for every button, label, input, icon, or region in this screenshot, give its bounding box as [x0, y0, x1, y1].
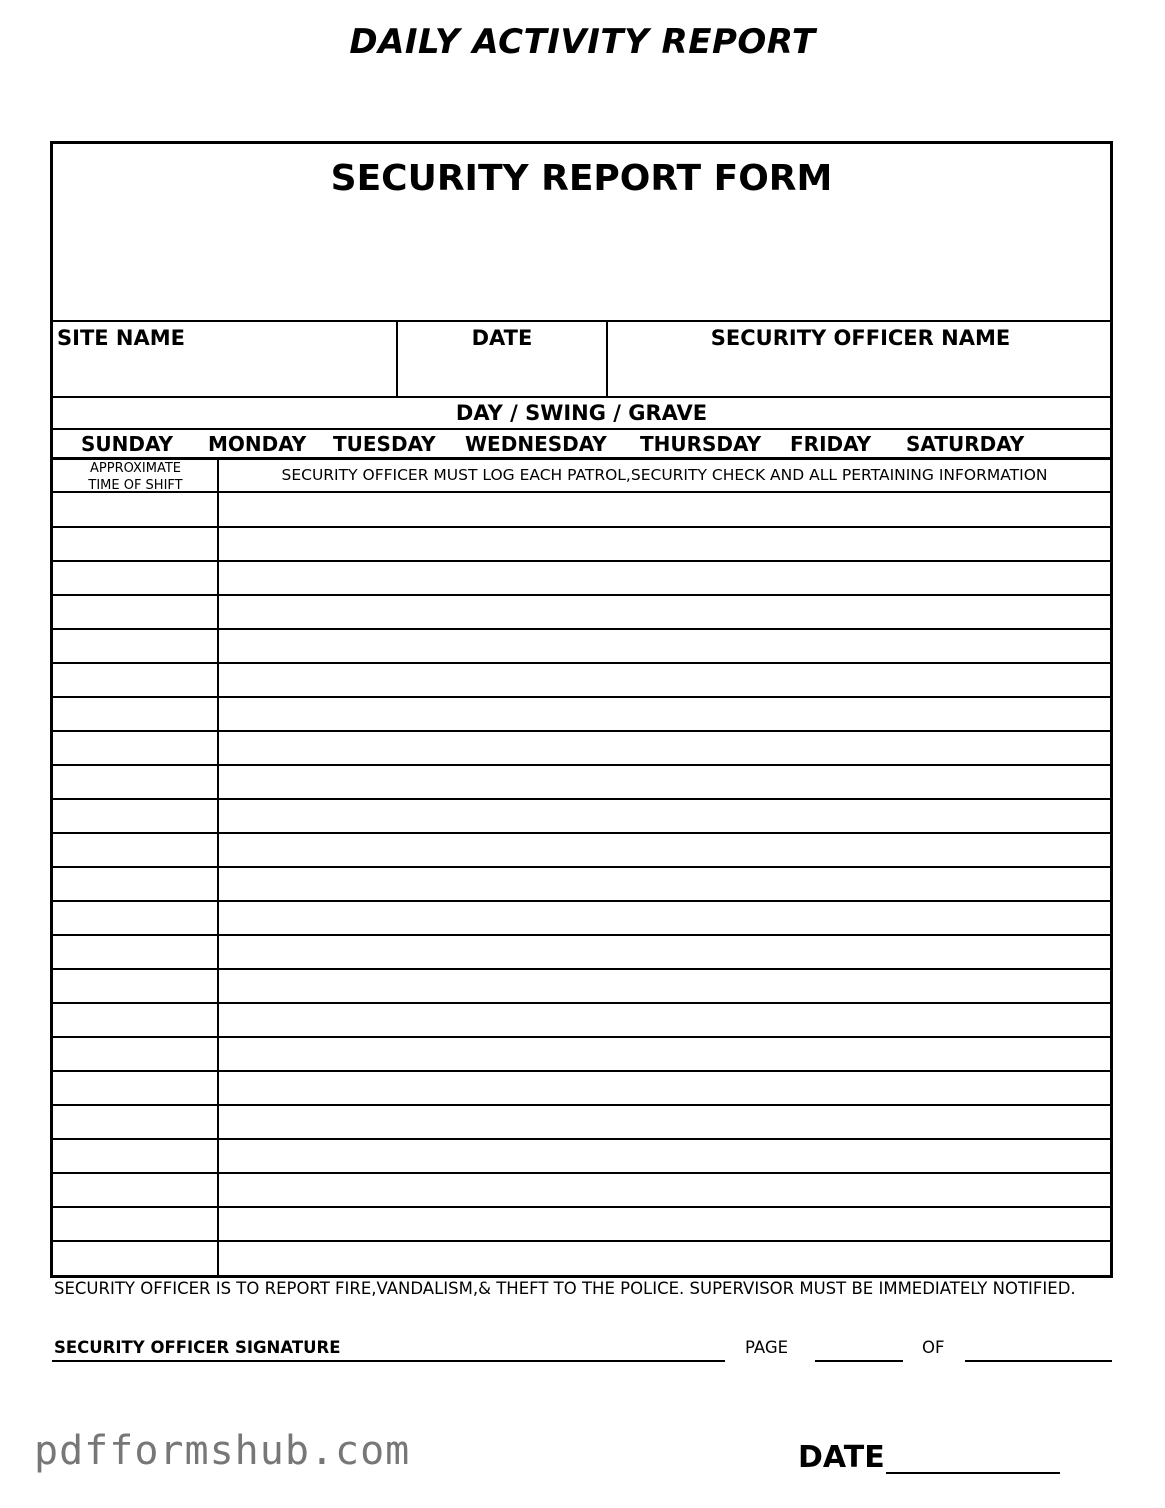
table-row [53, 1037, 1110, 1071]
table-row [53, 493, 1110, 527]
table-row [53, 765, 1110, 799]
table-row [53, 867, 1110, 901]
entry-cell[interactable] [219, 1207, 1110, 1240]
time-cell[interactable] [53, 867, 217, 900]
date-label: DATE [471, 326, 533, 350]
page-title: DAILY ACTIVITY REPORT [349, 22, 816, 62]
table-row [53, 697, 1110, 731]
entry-cell[interactable] [219, 663, 1110, 696]
entry-cell[interactable] [219, 1173, 1110, 1206]
time-header-line2: TIME OF SHIFT [88, 478, 183, 493]
entry-cell[interactable] [219, 935, 1110, 968]
table-row [53, 1241, 1110, 1275]
officer-name-label: SECURITY OFFICER NAME [710, 326, 1011, 350]
table-row [53, 901, 1110, 935]
table-row [53, 731, 1110, 765]
time-cell[interactable] [53, 1207, 217, 1240]
bottom-date-label: DATE [798, 1440, 885, 1475]
table-row [53, 969, 1110, 1003]
signature-field[interactable] [52, 1360, 725, 1362]
time-cell[interactable] [53, 493, 217, 526]
table-row [53, 1139, 1110, 1173]
form-heading: SECURITY REPORT FORM [330, 158, 833, 199]
time-cell[interactable] [53, 1241, 217, 1274]
entry-cell[interactable] [219, 901, 1110, 934]
time-header-line1: APPROXIMATE [90, 461, 181, 476]
page-number-field[interactable] [815, 1360, 903, 1362]
table-row [53, 1207, 1110, 1241]
day-sunday[interactable]: SUNDAY [81, 432, 174, 456]
time-cell[interactable] [53, 1037, 217, 1070]
time-cell[interactable] [53, 697, 217, 730]
signature-label: SECURITY OFFICER SIGNATURE [54, 1338, 341, 1357]
entry-cell[interactable] [219, 799, 1110, 832]
time-cell[interactable] [53, 663, 217, 696]
divider [53, 320, 1110, 322]
entry-cell[interactable] [219, 1139, 1110, 1172]
entry-cell[interactable] [219, 595, 1110, 628]
page-total-field[interactable] [965, 1360, 1112, 1362]
entry-cell[interactable] [219, 1071, 1110, 1104]
table-row [53, 561, 1110, 595]
day-friday[interactable]: FRIDAY [790, 432, 872, 456]
time-cell[interactable] [53, 833, 217, 866]
entry-cell[interactable] [219, 1241, 1110, 1274]
time-cell[interactable] [53, 1003, 217, 1036]
table-row [53, 799, 1110, 833]
entry-cell[interactable] [219, 833, 1110, 866]
entry-cell[interactable] [219, 969, 1110, 1002]
entry-cell[interactable] [219, 697, 1110, 730]
day-thursday[interactable]: THURSDAY [640, 432, 762, 456]
entry-cell[interactable] [219, 493, 1110, 526]
time-cell[interactable] [53, 1105, 217, 1138]
of-label: OF [922, 1338, 945, 1357]
table-row [53, 1071, 1110, 1105]
table-row [53, 935, 1110, 969]
page-label: PAGE [745, 1338, 789, 1357]
security-report-form [50, 141, 1113, 1278]
entry-cell[interactable] [219, 1037, 1110, 1070]
time-cell[interactable] [53, 901, 217, 934]
table-row [53, 629, 1110, 663]
table-row [53, 1003, 1110, 1037]
time-cell[interactable] [53, 629, 217, 662]
time-cell[interactable] [53, 595, 217, 628]
time-cell[interactable] [53, 561, 217, 594]
time-cell[interactable] [53, 935, 217, 968]
time-cell[interactable] [53, 799, 217, 832]
time-cell[interactable] [53, 1071, 217, 1104]
table-row [53, 833, 1110, 867]
entry-cell[interactable] [219, 1003, 1110, 1036]
entry-cell[interactable] [219, 1105, 1110, 1138]
shift-selector[interactable]: DAY / SWING / GRAVE [455, 401, 708, 425]
bottom-date-field[interactable] [886, 1472, 1060, 1474]
day-wednesday[interactable]: WEDNESDAY [465, 432, 607, 456]
time-cell[interactable] [53, 1139, 217, 1172]
entry-cell[interactable] [219, 629, 1110, 662]
day-saturday[interactable]: SATURDAY [906, 432, 1025, 456]
entry-cell[interactable] [219, 731, 1110, 764]
time-column-header [53, 460, 218, 494]
time-cell[interactable] [53, 731, 217, 764]
entry-cell[interactable] [219, 765, 1110, 798]
table-row [53, 595, 1110, 629]
table-row [53, 527, 1110, 561]
table-row [53, 1173, 1110, 1207]
time-cell[interactable] [53, 969, 217, 1002]
entry-cell[interactable] [219, 527, 1110, 560]
time-cell[interactable] [53, 527, 217, 560]
watermark: pdfformshub.com [34, 1428, 411, 1474]
day-monday[interactable]: MONDAY [208, 432, 307, 456]
table-row [53, 663, 1110, 697]
entry-cell[interactable] [219, 561, 1110, 594]
time-cell[interactable] [53, 1173, 217, 1206]
entry-cell[interactable] [219, 867, 1110, 900]
time-cell[interactable] [53, 765, 217, 798]
site-name-label: SITE NAME [57, 326, 185, 350]
notice-text: SECURITY OFFICER IS TO REPORT FIRE,VANDALISM,& THEFT TO THE POLICE. SUPERVISOR MUST BE IMMEDIATELY NOTIFIED. [54, 1279, 1076, 1298]
day-tuesday[interactable]: TUESDAY [333, 432, 436, 456]
table-row [53, 1105, 1110, 1139]
log-column-header: SECURITY OFFICER MUST LOG EACH PATROL,SECURITY CHECK AND ALL PERTAINING INFORMATION [281, 466, 1048, 484]
